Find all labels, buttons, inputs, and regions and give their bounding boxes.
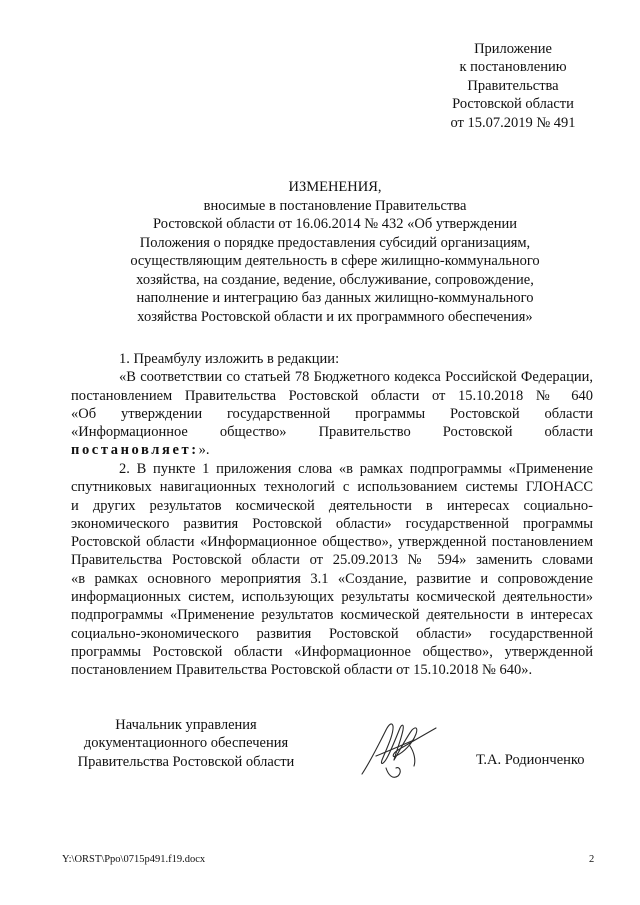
heading-line: наполнение и интеграцию баз данных жилищно-коммунального xyxy=(136,290,534,306)
item-2-line: Правительства Ростовской области от 25.09.2013 № 594» заменить словами xyxy=(71,552,593,569)
file-path: Y:\ORST\Ppo\0715p491.f19.docx xyxy=(62,854,206,865)
appendix-line: от 15.07.2019 № 491 xyxy=(450,114,576,131)
heading-line: хозяйства, на создание, ведение, обслуживание, сопровождение, xyxy=(136,271,534,288)
document-heading xyxy=(60,178,610,326)
resolves-word: постановляет: xyxy=(71,442,199,459)
item-2-line: 2. В пункте 1 приложения слова «в рамках подпрограммы «Применение xyxy=(119,461,593,477)
item-1-line: 1. Преамбулу изложить в редакции: xyxy=(119,351,340,367)
item-1-line: «Информационное общество» Правительство Ростовской области xyxy=(71,424,593,441)
signatory-name: Т.А. Родионченко xyxy=(476,752,585,768)
appendix-line: Ростовской области xyxy=(452,96,574,113)
item-2-line: постановлением Правительства Ростовской области от 15.10.2018 № 640». xyxy=(71,662,533,679)
item-2-line: информационных систем, использующих результаты космической деятельности» xyxy=(71,589,593,606)
item-2-line: экономического развития Ростовской области» государственной программы xyxy=(71,515,593,532)
item-2-line: «в рамках основного мероприятия 3.1 «Создание, развитие и сопровождение xyxy=(71,570,593,587)
item-2-line: и других результатов космической деятельности в интересах социально- xyxy=(71,497,593,514)
item-1-paragraph xyxy=(71,350,593,460)
document-title: ИЗМЕНЕНИЯ, xyxy=(288,179,382,195)
appendix-line: Приложение xyxy=(474,41,552,57)
item-2-line: социально-экономического развития Ростовской области» государственной xyxy=(71,625,593,642)
heading-line: Ростовской области от 16.06.2014 № 432 «Об утверждении xyxy=(153,216,517,232)
handwritten-signature xyxy=(356,716,440,784)
heading-line: хозяйства Ростовской области и их программного обеспечения» xyxy=(137,308,533,325)
item-2-line: подпрограммы «Применение результатов космической деятельности в интересах xyxy=(71,607,593,624)
closing-quote: ». xyxy=(198,442,210,459)
signatory-position-line: документационного обеспечения xyxy=(83,735,289,752)
item-1-line: «Об утверждении государственной программы Ростовской области xyxy=(71,405,593,422)
signatory-position-line: Начальник управления xyxy=(115,717,257,733)
item-1-line: «В соответствии со статьей 78 Бюджетного кодекса Российской Федерации, xyxy=(119,369,593,386)
item-2-paragraph xyxy=(71,460,593,680)
page-number: 2 xyxy=(589,854,595,865)
signatory-position xyxy=(60,716,312,771)
appendix-line: к постановлению xyxy=(459,59,567,76)
item-1-line: постановлением Правительства Ростовской области от 15.10.2018 № 640 xyxy=(71,387,593,404)
item-1-line xyxy=(71,441,593,459)
heading-line: Положения о порядке предоставления субсидий организациям, xyxy=(139,234,531,251)
appendix-line: Правительства xyxy=(467,77,559,94)
item-2-line: Ростовской области «Информационное общество», утвержденной постановлением xyxy=(71,534,593,551)
heading-line: осуществляющим деятельность в сфере жилищно-коммунального xyxy=(130,253,540,269)
signatory-position-line: Правительства Ростовской области xyxy=(77,753,295,770)
item-2-line: программы Ростовской области «Информационное общество», утвержденной xyxy=(71,643,593,660)
heading-line: вносимые в постановление Правительства xyxy=(203,197,467,214)
appendix-block xyxy=(410,40,616,132)
item-2-line: спутниковых навигационных технологий с использованием системы ГЛОНАСС xyxy=(71,479,593,496)
